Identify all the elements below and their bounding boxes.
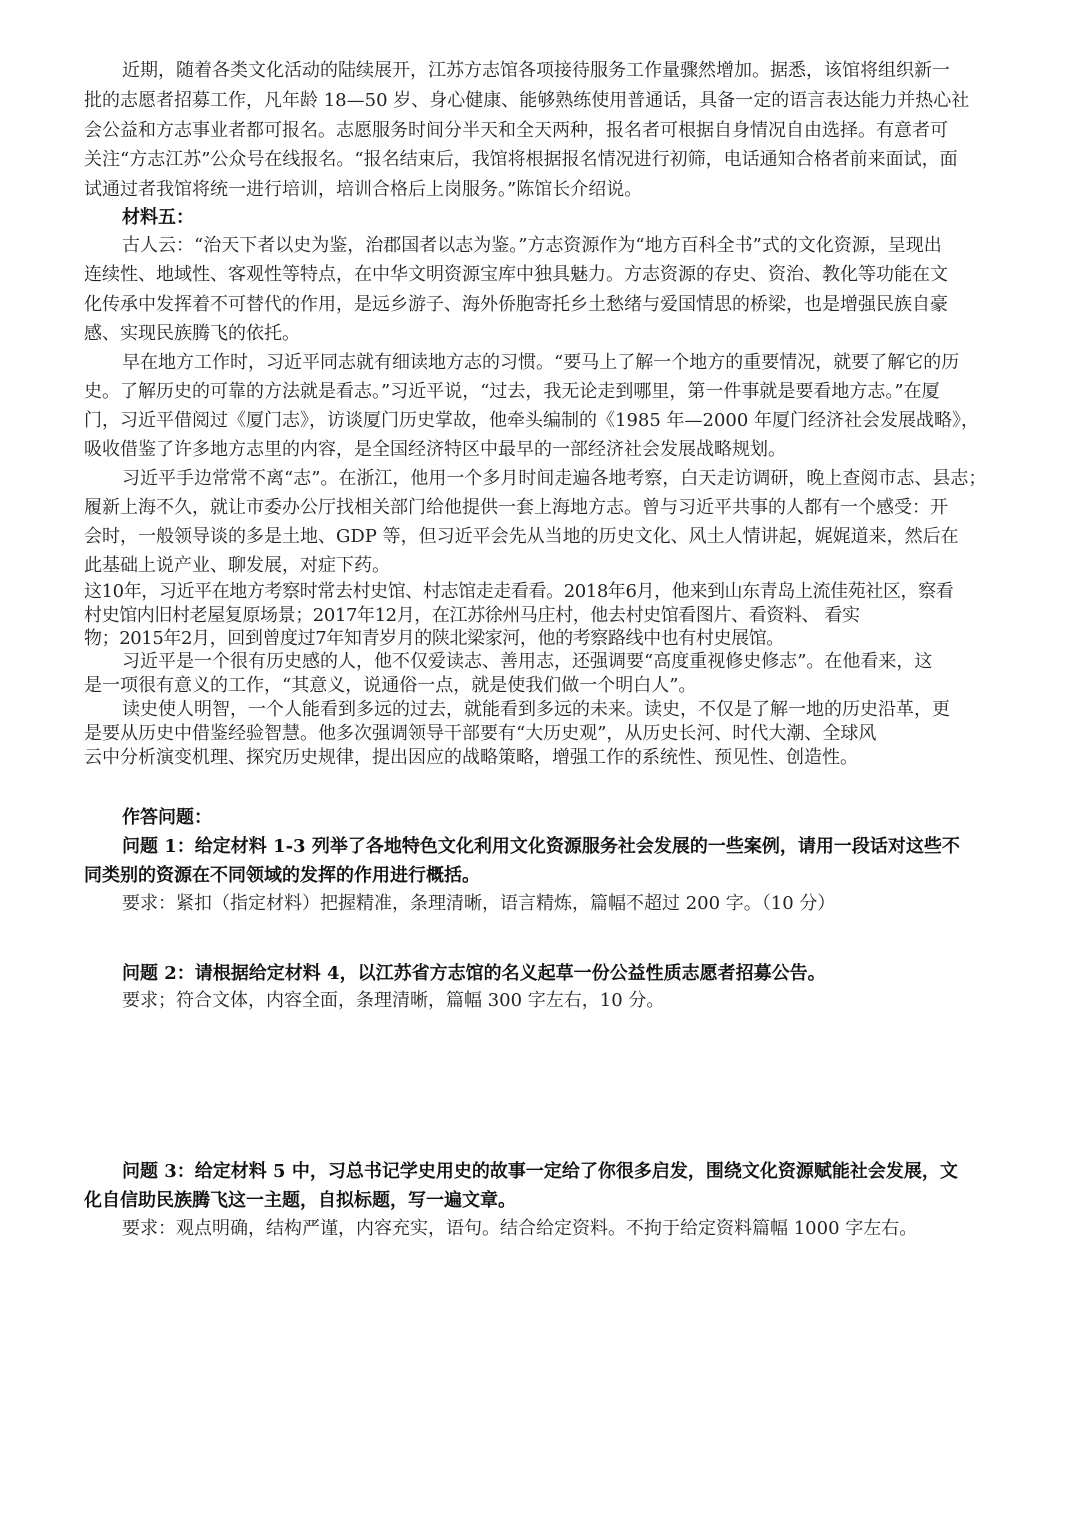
m5-p4-line-3: 物；2015年2月，回到曾度过7年知青岁月的陕北梁家河，他的考察路线中也有村史展馆。 [84,628,784,649]
q3-line-2: 化自信助民族腾飞这一主题，自拟标题，写一遍文章。 [84,1190,516,1211]
m5-p3-line-3: 会时，一般领导谈的多是土地、GDP 等，但习近平会先从当地的历史文化、风土人情讲起，娓娓道来，然后在 [84,526,959,547]
m5-p6-line-2: 是要从历史中借鉴经验智慧。他多次强调领导干部要有“大历史观”，从历史长河、时代大潮、全球风 [84,723,877,744]
intro-line-5: 试通过者我馆将统一进行培训，培训合格后上岗服务。”陈馆长介绍说。 [84,179,643,200]
m5-p1-line-3: 化传承中发挥着不可替代的作用，是远乡游子、海外侨胞寄托乡土愁绪与爱国情思的桥梁，也是增强民族自豪 [84,294,948,315]
q1-line-1: 问题 1：给定材料 1-3 列举了各地特色文化利用文化资源服务社会发展的一些案例，请用一段话对这些不 [122,836,960,857]
q2-requirement: 要求；符合文体，内容全面，条理清晰，篇幅 300 字左右，10 分。 [122,990,665,1011]
m5-p3-line-1: 习近平手边常常不离“志”。在浙江，他用一个多月时间走遍各地考察，白天走访调研，晚上查阅市志、县志； [122,468,987,489]
questions-heading: 作答问题： [122,807,212,828]
m5-p3-line-4: 此基础上说产业、聊发展，对症下药。 [84,555,390,576]
m5-p5-line-1: 习近平是一个很有历史感的人，他不仅爱读志、善用志，还强调要“高度重视修史修志”。在他看来，这 [122,651,933,672]
m5-p2-line-2: 史。了解历史的可靠的方法就是看志。”习近平说，“过去，我无论走到哪里，第一件事就是要看地方志。”在厦 [84,381,940,402]
intro-line-4: 关注“方志江苏”公众号在线报名。“报名结束后，我馆将根据报名情况进行初筛，电话通知合格者前来面试，面 [84,149,958,170]
m5-p1-line-1: 古人云：“治天下者以史为鉴，治郡国者以志为鉴。”方志资源作为“地方百科全书”式的文化资源，呈现出 [122,235,942,256]
intro-line-3: 会公益和方志事业者都可报名。志愿服务时间分半天和全天两种，报名者可根据自身情况自由选择。有意者可 [84,120,948,141]
m5-p3-line-2: 履新上海不久，就让市委办公厅找相关部门给他提供一套上海地方志。曾与习近平共事的人都有一个感受：开 [84,497,948,518]
q3-line-1: 问题 3：给定材料 5 中，习总书记学史用史的故事一定给了你很多启发，围绕文化资源赋能社会发展，文 [122,1161,958,1182]
intro-line-2: 批的志愿者招募工作，凡年龄 18—50 岁、身心健康、能够熟练使用普通话，具备一定的语言表达能力并热心社 [84,90,970,111]
q2-line: 问题 2：请根据给定材料 4，以江苏省方志馆的名义起草一份公益性质志愿者招募公告。 [122,963,826,984]
m5-p2-line-3: 门，习近平借阅过《厦门志》，访谈厦门历史掌故，他牵头编制的《1985 年—2000 年厦门经济社会发展战略》， [84,410,980,431]
m5-p1-line-2: 连续性、地域性、客观性等特点，在中华文明资源宝库中独具魅力。方志资源的存史、资治、教化等功能在文 [84,264,948,285]
material5-heading: 材料五： [122,207,194,228]
m5-p6-line-1: 读史使人明智，一个人能看到多远的过去，就能看到多远的未来。读史，不仅是了解一地的历史沿革，更 [122,699,950,720]
intro-line-1: 近期，随着各类文化活动的陆续展开，江苏方志馆各项接待服务工作量骤然增加。据悉，该馆将组织新一 [122,60,950,81]
m5-p2-line-4: 吸收借鉴了许多地方志里的内容，是全国经济特区中最早的一部经济社会发展战略规划。 [84,439,786,460]
q1-line-2: 同类别的资源在不同领域的发挥的作用进行概括。 [84,865,480,886]
m5-p2-line-1: 早在地方工作时，习近平同志就有细读地方志的习惯。“要马上了解一个地方的重要情况，就要了解它的历 [122,352,960,373]
m5-p4-line-1: 这10年，习近平在地方考察时常去村史馆、村志馆走走看看。2018年6月，他来到山东青岛上流佳苑社区，察看 [84,581,954,602]
q3-requirement: 要求：观点明确，结构严谨，内容充实，语句。结合给定资料。不拘于给定资料篇幅 1000 字左右。 [122,1218,918,1239]
m5-p1-line-4: 感、实现民族腾飞的依托。 [84,323,300,344]
m5-p4-line-2: 村史馆内旧村老屋复原场景；2017年12月，在江苏徐州马庄村，他去村史馆看图片、看资料、 看实 [84,605,860,626]
m5-p5-line-2: 是一项很有意义的工作，“其意义，说通俗一点，就是使我们做一个明白人”。 [84,675,697,696]
q1-requirement: 要求：紧扣（指定材料）把握精准，条理清晰，语言精炼，篇幅不超过 200 字。（10 分） [122,893,836,914]
m5-p6-line-3: 云中分析演变机理、探究历史规律，提出因应的战略策略，增强工作的系统性、预见性、创造性。 [84,747,858,768]
